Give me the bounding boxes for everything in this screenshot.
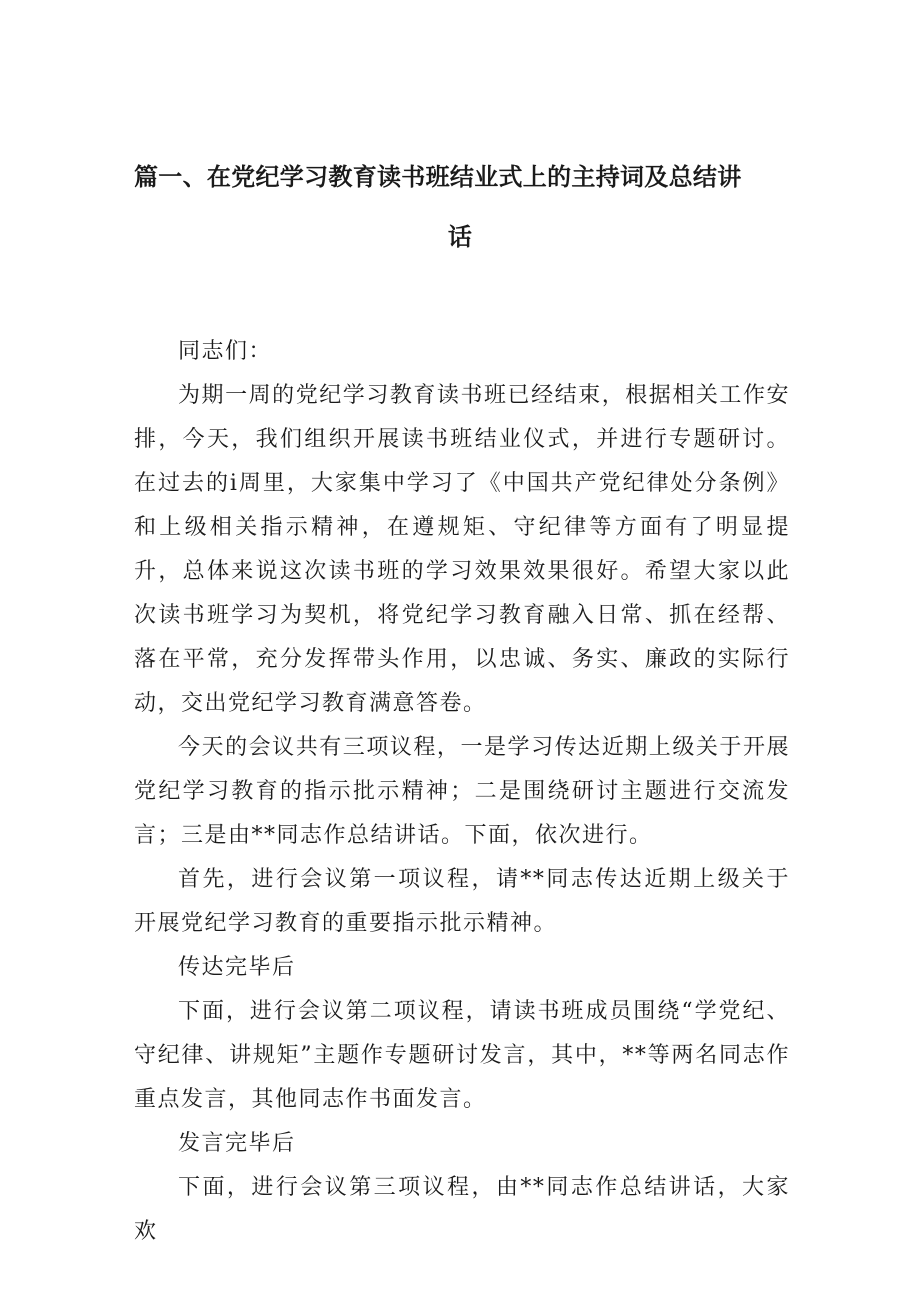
document-title-line-2: 话 xyxy=(447,223,473,251)
document-title-line-1: 篇一、在党纪学习教育读书班结业式上的主持词及总结讲 xyxy=(134,163,742,191)
document-body xyxy=(134,330,790,1254)
paragraph-agenda-item-3: 下面，进行会议第三项议程，由**同志作总结讲话，大家欢 xyxy=(134,1175,790,1244)
paragraph-agenda-item-2: 下面，进行会议第二项议程，请读书班成员围绕“学党纪、守纪律、讲规矩”主题作专题研讨发言，其中，**等两名同志作重点发言，其他同志作书面发言。 xyxy=(134,999,790,1112)
paragraph-after-speeches: 发言完毕后 xyxy=(178,1131,296,1156)
paragraph-intro: 为期一周的党纪学习教育读书班已经结束，根据相关工作安排，今天，我们组织开展读书班结业仪式，并进行专题研讨。在过去的i周里，大家集中学习了《中国共产党纪律处分条例》和上级相关指示精神，在遵规矩、守纪律等方面有了明显提升，总体来说这次读书班的学习效果效果很好。希望大家以此次读书班学习为契机，将党纪学习教育融入日常、抓在经帮、落在平常，充分发挥带头作用，以忠诚、务实、廉政的实际行动，交出党纪学习教育满意答卷。 xyxy=(134,383,790,716)
paragraph-after-relay: 传达完毕后 xyxy=(178,955,296,980)
paragraph-agenda: 今天的会议共有三项议程，一是学习传达近期上级关于开展党纪学习教育的指示批示精神；二是围绕研讨主题进行交流发言；三是由**同志作总结讲话。下面，依次进行。 xyxy=(134,735,790,848)
paragraph-agenda-item-1: 首先，进行会议第一项议程，请**同志传达近期上级关于开展党纪学习教育的重要指示批示精神。 xyxy=(134,867,790,936)
salutation: 同志们： xyxy=(178,339,273,364)
